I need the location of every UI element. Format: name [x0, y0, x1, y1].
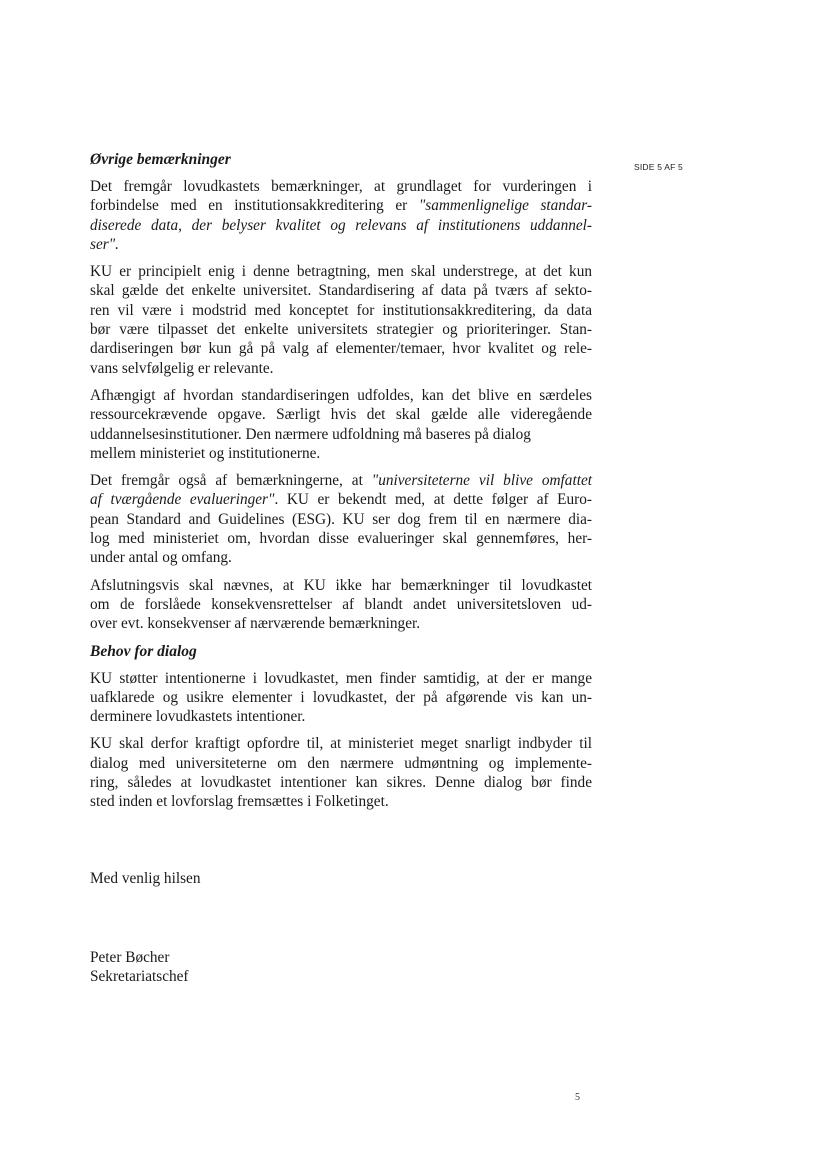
section-heading-ovrige: Øvrige bemærkninger [90, 151, 231, 168]
text-line: KU støtter intentionerne i lovudkastet, men finder samtidig, at der er mange [90, 669, 592, 687]
text-line: Afhængigt af hvordan standardiseringen udfoldes, kan det blive en særdeles [90, 386, 592, 404]
quote-span: af tværgående evalueringer" [90, 491, 275, 509]
text-line: Det fremgår lovudkastets bemærkninger, at grundlaget for vurderingen i [90, 178, 592, 195]
paragraph [90, 576, 592, 634]
text-line [90, 235, 592, 254]
text-line: KU er principielt enig i denne betragtning, men skal understrege, at det kun [90, 263, 592, 281]
text-line [90, 216, 592, 235]
text-line: mellem ministeriet og institutionerne. [90, 444, 321, 462]
text-line: pean Standard and Guidelines (ESG). KU ser dog frem til en nærmere dia- [90, 510, 592, 528]
paragraph [90, 669, 592, 727]
page-indicator: SIDE 5 AF 5 [634, 162, 683, 172]
text-line [90, 196, 592, 215]
page-number: 5 [575, 1092, 580, 1103]
text-line: skal gælde det enkelte universitet. Standardisering af data på tværs af sekto- [90, 282, 592, 300]
text-line: under antal og omfang. [90, 549, 232, 567]
text-line: ressourcekrævende opgave. Særligt hvis det skal gælde alle videregående [90, 406, 592, 424]
closing-salutation: Med venlig hilsen [90, 870, 201, 887]
text-line: vans selvfølgelig er relevante. [90, 359, 274, 377]
paragraph [90, 734, 592, 811]
text-line: log med ministeriet om, hvordan disse evalueringer skal gennemføres, her- [90, 530, 592, 548]
section-heading-behov: Behov for dialog [90, 642, 197, 660]
paragraph [90, 177, 592, 254]
text-line: KU skal derfor kraftigt opfordre til, at ministeriet meget snarligt indbyder til [90, 735, 592, 753]
quote-span: diserede data, der belyser kvalitet og relevans af institutionens uddannel- [90, 216, 592, 234]
text-line: ren vil være i modstrid med konceptet for institutionsakkreditering, da data [90, 301, 592, 319]
text-span: Det fremgår også af bemærkningerne, at [90, 472, 372, 490]
text-line: dialog med universiteterne om den nærmere udmøntning og implemente- [90, 754, 592, 772]
signatory-name: Peter Bøcher [90, 949, 170, 966]
text-line [90, 471, 592, 490]
text-line: bør være tilpasset det enkelte universitets strategier og prioriteringer. Stan- [90, 321, 592, 339]
text-line: Afslutningsvis skal nævnes, at KU ikke har bemærkninger til lovudkastet [90, 576, 592, 594]
paragraph [90, 386, 592, 463]
quote-span: ser". [90, 235, 119, 253]
paragraph [90, 471, 592, 567]
text-line: derminere lovudkastets intentioner. [90, 708, 306, 726]
text-line: uddannelsesinstitutioner. Den nærmere udfoldning må baseres på dialog [90, 425, 531, 443]
text-span: forbindelse med en institutionsakkreditering er [90, 197, 419, 215]
text-line: over evt. konsekvenser af nærværende bemærkninger. [90, 615, 421, 633]
text-line: dardiseringen bør kun gå på valg af elementer/temaer, hvor kvalitet og rele- [90, 340, 592, 358]
text-line: sted inden et lovforslag fremsættes i Folketinget. [90, 793, 389, 811]
text-span: . KU er bekendt med, at dette følger af Euro- [274, 491, 592, 509]
text-line: uafklarede og usikre elementer i lovudkastet, der på afgørende vis kan un- [90, 688, 592, 706]
letter-body [90, 150, 592, 820]
quote-span: "sammenlignelige standar- [418, 197, 592, 215]
text-line: om de forslåede konsekvensrettelser af blandt andet universitetsloven ud- [90, 595, 592, 613]
signatory-title: Sekretariatschef [90, 968, 189, 986]
text-line: ring, således at lovudkastet intentioner kan sikres. Denne dialog bør finde [90, 774, 592, 792]
text-line [90, 490, 592, 509]
signature-block [90, 948, 189, 987]
quote-span: "universiteterne vil blive omfattet [371, 472, 592, 490]
paragraph [90, 262, 592, 378]
